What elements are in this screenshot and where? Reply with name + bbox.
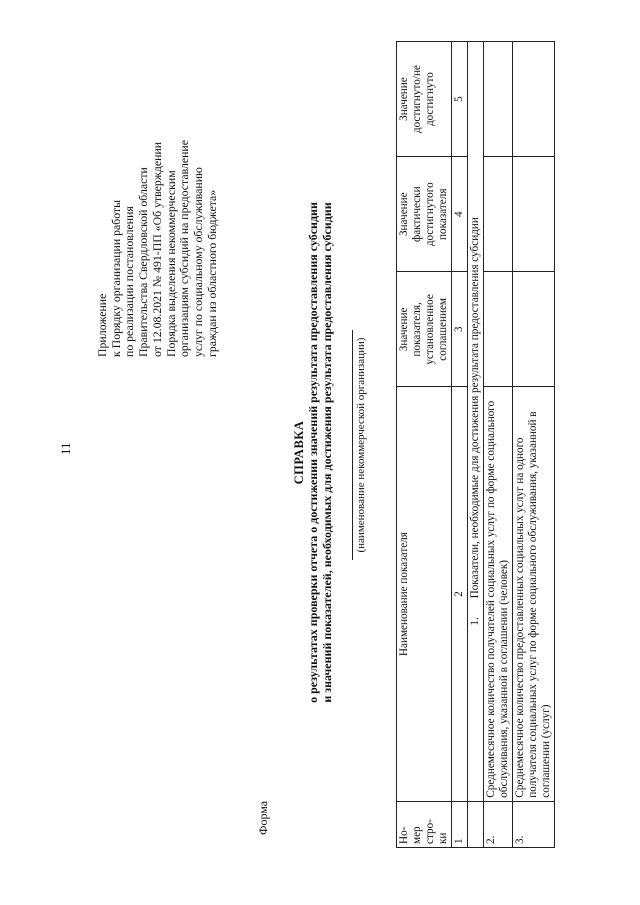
- header-text: ки: [437, 832, 449, 844]
- column-number-row: [452, 42, 468, 848]
- achieved-cell: [513, 42, 555, 157]
- appendix-line: Правительства Свердловской области: [136, 167, 151, 357]
- actual-value-cell: [484, 157, 513, 272]
- achieved-cell: [484, 42, 513, 157]
- indicator-name: Среднемесячное количество предоставленных социальных услуг на одного получателя социальных услуг по форме социального обслуживания, указанной в соглашении (услуг): [513, 387, 555, 801]
- column-number: 2: [452, 387, 468, 801]
- title-line-2: и значений показателей, необходимых для достижения результата предоставления субсидии: [320, 202, 334, 703]
- header-text: фактически: [411, 186, 423, 243]
- appendix-block: [96, 57, 219, 357]
- appendix-line: Приложение: [95, 293, 109, 357]
- row-number: 2.: [484, 801, 513, 847]
- row-number: [468, 801, 484, 847]
- header-indicator-name: Наименование показателя: [397, 387, 452, 801]
- header-text: Но-: [398, 826, 410, 844]
- appendix-line: услуг по социальному обслуживанию: [190, 167, 205, 357]
- header-achieved: [397, 42, 452, 157]
- form-label: Форма: [256, 800, 270, 835]
- section-label: Показатели, необходимые для достижения результата предоставления субсидии: [469, 217, 481, 599]
- header-text: Значение: [398, 307, 410, 352]
- set-value-cell: [484, 272, 513, 387]
- section-number: 1.: [469, 617, 481, 626]
- header-text: стро-: [424, 819, 436, 844]
- set-value-cell: [513, 272, 555, 387]
- header-set-value: [397, 272, 452, 387]
- header-text: показателя: [437, 188, 449, 240]
- column-number: 1: [452, 801, 468, 847]
- header-actual-value: [397, 157, 452, 272]
- header-text: достигнуто/не: [411, 65, 423, 134]
- header-text: Значение: [398, 77, 410, 121]
- page-number: 11: [58, 442, 73, 455]
- column-number: 4: [452, 157, 468, 272]
- header-row-number: [397, 801, 452, 847]
- document-title: [292, 0, 334, 905]
- header-text: Значение: [398, 192, 410, 237]
- title-main: СПРАВКА: [292, 420, 306, 485]
- appendix-line: к Порядку организации работы: [108, 199, 123, 357]
- appendix-line: Порядка выделения некоммерческим: [163, 170, 178, 357]
- column-number: 3: [452, 272, 468, 387]
- appendix-line: от 12.08.2021 № 491-ПП «Об утверждении: [149, 141, 164, 357]
- header-text: мер: [411, 826, 423, 844]
- header-text: достигнутого: [424, 182, 436, 247]
- appendix-line: по реализации постановления: [122, 206, 137, 357]
- actual-value-cell: [513, 157, 555, 272]
- section-row: [468, 42, 484, 848]
- table-header-row: [397, 42, 452, 848]
- report-table: [396, 41, 555, 848]
- appendix-line: граждан из областного бюджета»: [204, 189, 219, 357]
- appendix-line: организациям субсидий на предоставление: [177, 140, 192, 357]
- row-number: 3.: [513, 801, 555, 847]
- indicator-name: Среднемесячное количество получателей социальных услуг по форме социального обслуживания, указанной в соглашении (человек): [484, 387, 513, 801]
- table-row: [513, 42, 555, 848]
- title-line-1: о результатах проверки отчета о достижении значений результата предоставления субсидии: [306, 202, 320, 703]
- header-text: показателя,: [411, 302, 423, 357]
- column-number: 5: [452, 42, 468, 157]
- header-text: достигнуто: [424, 72, 436, 127]
- section-title: [468, 42, 484, 802]
- header-text: соглашением: [437, 298, 449, 361]
- header-text: установленное: [424, 294, 436, 365]
- table-row: [484, 42, 513, 848]
- organization-name-caption: (наименование некоммерческой организации): [352, 330, 367, 560]
